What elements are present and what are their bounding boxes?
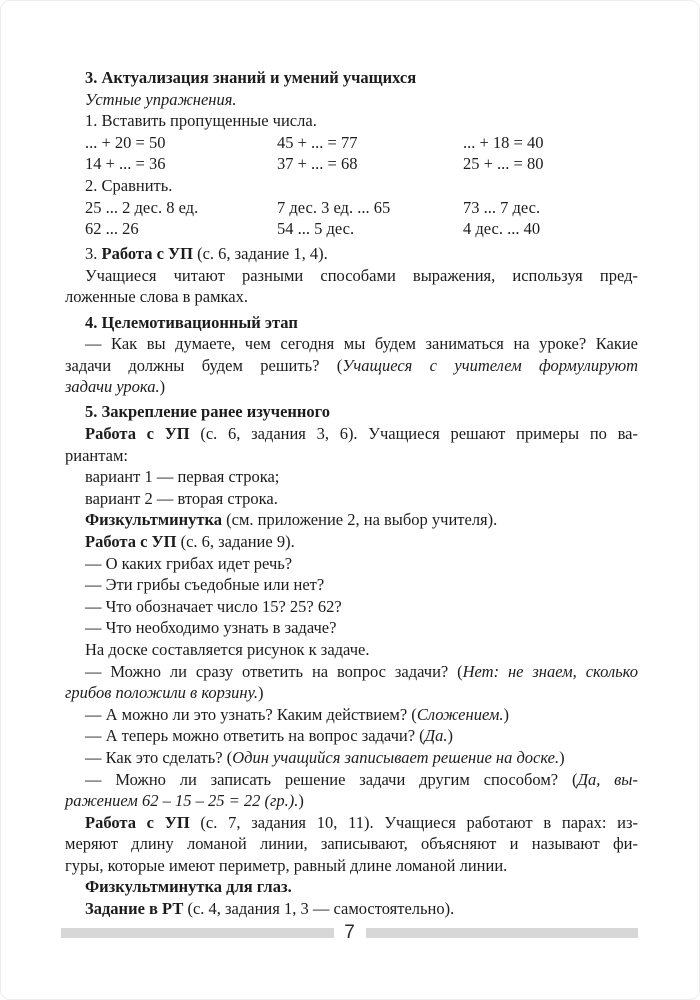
text-run: задачи урока. (65, 377, 160, 397)
text-run: (с. 7, задания 10, 11). Учащиеся работают в парах: из- (189, 812, 639, 832)
text-line (65, 466, 638, 488)
text-run: 2. Сравнить. (85, 175, 173, 195)
text-line (65, 855, 638, 877)
text-line (65, 898, 638, 920)
text-run: 3. (85, 244, 102, 264)
text-line (65, 574, 638, 596)
text-line (65, 769, 638, 791)
text-line (65, 175, 638, 197)
footer-left-bar (61, 928, 334, 938)
text-run: ) (503, 704, 510, 724)
text-line (65, 661, 638, 683)
exercise-cell: 54 ... 5 дес. (277, 219, 355, 239)
exercise-row (65, 132, 638, 154)
text-line (65, 790, 638, 812)
text-run: гуры, которые имеют периметр, равный длине ломаной линии. (65, 855, 508, 875)
text-line (65, 355, 638, 377)
text-line (65, 596, 638, 618)
text-line (65, 333, 638, 355)
paragraph (65, 243, 638, 265)
text-run: — Можно ли записать решение задачи другим способом? ( (85, 769, 578, 789)
text-run: Сложением. (416, 704, 504, 724)
text-line (65, 265, 638, 287)
exercise-cell: 4 дес. ... 40 (463, 219, 541, 239)
paragraph (65, 596, 638, 618)
text-run: — Эти грибы съедобные или нет? (85, 575, 325, 595)
text-run: Работа с УП (85, 812, 190, 832)
exercise-cell: 7 дес. 3 ед. ... 65 (277, 197, 391, 217)
text-run: ) (559, 747, 565, 767)
text-run: Да. (424, 726, 448, 746)
text-run: 1. Вставить пропущенные числа. (85, 111, 317, 131)
text-run: ) (447, 726, 454, 746)
text-run: Задание в РТ (85, 899, 184, 919)
paragraph (65, 423, 638, 466)
text-run: грибов положили в корзину. (65, 683, 258, 703)
text-line (65, 488, 638, 510)
text-run: — Как это сделать? ( (85, 747, 233, 767)
text-run: риантам: (65, 445, 128, 465)
section-heading (65, 312, 638, 334)
text-line (65, 833, 638, 855)
text-line (65, 531, 638, 553)
text-line (65, 812, 638, 834)
text-line (65, 445, 638, 467)
paragraph (65, 617, 638, 639)
paragraph (65, 725, 638, 747)
exercise-cell: 45 + ... = 77 (277, 132, 358, 152)
text-run: Устные упражнения. (85, 89, 237, 109)
text-run: Один учащийся записывает решение на доске. (232, 747, 560, 767)
exercise-row (65, 197, 638, 219)
text-line (65, 747, 638, 769)
paragraph (65, 553, 638, 575)
text-run: ложенные слова в рамках. (65, 287, 248, 307)
section-heading (65, 67, 638, 89)
text-run: меряют длину ломаной линии, записывают, объясняют и называют фи- (65, 834, 638, 854)
text-run: Физкультминутка (85, 510, 222, 530)
text-line (65, 286, 638, 308)
text-line (65, 682, 638, 704)
text-run: (с. 6, задания 3, 6). Учащиеся решают примеры по ва- (189, 424, 639, 443)
text-run: 5. Закрепление ранее изученного (85, 402, 330, 422)
text-run: 4. Целемотивационный этап (85, 312, 298, 332)
text-line (65, 876, 638, 898)
text-line (65, 110, 638, 132)
text-line (65, 725, 638, 747)
paragraph (65, 661, 638, 704)
text-line (65, 376, 638, 398)
text-run: Физкультминутка для глаз. (85, 877, 292, 897)
text-run: Работа с УП (85, 424, 190, 443)
text-run: — Что обозначает число 15? 25? 62? (85, 596, 342, 616)
text-run: — А теперь можно ответить на вопрос задачи? ( (85, 726, 425, 746)
text-run: (с. 6, задание 1, 4). (192, 244, 328, 264)
paragraph (65, 747, 638, 769)
text-line (65, 67, 638, 89)
exercise-cell: 25 ... 2 дес. 8 ед. (85, 197, 199, 217)
text-run: (с. 4, задания 1, 3 — самостоятельно). (183, 899, 455, 919)
section-heading (65, 401, 638, 423)
exercise-cell: 62 ... 26 (85, 219, 139, 239)
text-line (65, 423, 638, 445)
paragraph (65, 574, 638, 596)
text-line (65, 639, 638, 661)
text-run: (с. 6, задание 9). (176, 531, 295, 551)
paragraph (65, 509, 638, 531)
footer-right-bar (366, 928, 639, 938)
text-run: Учащиеся с учителем формулируют (342, 355, 638, 375)
paragraph (65, 769, 638, 812)
paragraph (65, 639, 638, 661)
text-line (65, 553, 638, 575)
text-run: ) (298, 791, 304, 811)
text-line (65, 312, 638, 334)
paragraph (65, 175, 638, 197)
text-line (65, 401, 638, 423)
page-content (65, 67, 638, 920)
exercise-cell: 14 + ... = 36 (85, 154, 166, 174)
exercise-cell: 25 + ... = 80 (463, 154, 544, 174)
paragraph (65, 466, 638, 488)
page-footer (61, 923, 638, 943)
text-run: Учащиеся читают разными способами выражения, используя пред- (85, 265, 638, 285)
paragraph (65, 488, 638, 510)
page-number: 7 (344, 922, 355, 943)
text-line (65, 704, 638, 726)
text-run: вариант 2 — вторая строка. (85, 488, 278, 508)
section-heading (65, 876, 638, 898)
exercise-row (65, 153, 638, 175)
text-run: задачи должны будем решить? ( (65, 355, 343, 375)
text-run: — Можно ли сразу ответить на вопрос задачи? ( (85, 661, 463, 681)
text-run: — А можно ли это узнать? Каким действием? ( (85, 704, 417, 724)
text-run: 3. Актуализация знаний и умений учащихся (85, 68, 417, 87)
text-run: — О каких грибах идет речь? (85, 553, 293, 573)
text-line (65, 243, 638, 265)
text-run: — Как вы думаете, чем сегодня мы будем заниматься на уроке? Какие (85, 334, 638, 354)
exercise-cell: 37 + ... = 68 (277, 154, 358, 174)
paragraph (65, 812, 638, 877)
text-run: ) (159, 377, 166, 397)
text-run: — Что необходимо узнать в задаче? (85, 618, 337, 638)
paragraph (65, 265, 638, 308)
text-run: вариант 1 — первая строка; (85, 467, 280, 487)
paragraph (65, 898, 638, 920)
text-run: Нет: не знаем, сколько (462, 661, 638, 681)
exercise-cell: ... + 18 = 40 (463, 132, 544, 152)
text-line (65, 509, 638, 531)
text-line (65, 617, 638, 639)
paragraph (65, 110, 638, 132)
text-run: Работа с УП (85, 531, 177, 551)
exercise-cell: ... + 20 = 50 (85, 132, 166, 152)
text-line (65, 89, 638, 111)
text-run: ) (258, 683, 264, 703)
exercise-cell: 73 ... 7 дес. (463, 197, 541, 217)
exercise-row (65, 218, 638, 240)
text-run: На доске составляется рисунок к задаче. (85, 639, 370, 659)
paragraph (65, 333, 638, 398)
paragraph (65, 89, 638, 111)
text-run: ражением 62 – 15 – 25 = 22 (гр.). (65, 791, 299, 811)
text-run: Да, вы- (577, 769, 638, 789)
text-run: Работа с УП (101, 244, 193, 264)
text-run: (см. приложение 2, на выбор учителя). (222, 510, 498, 530)
paragraph (65, 531, 638, 553)
paragraph (65, 704, 638, 726)
